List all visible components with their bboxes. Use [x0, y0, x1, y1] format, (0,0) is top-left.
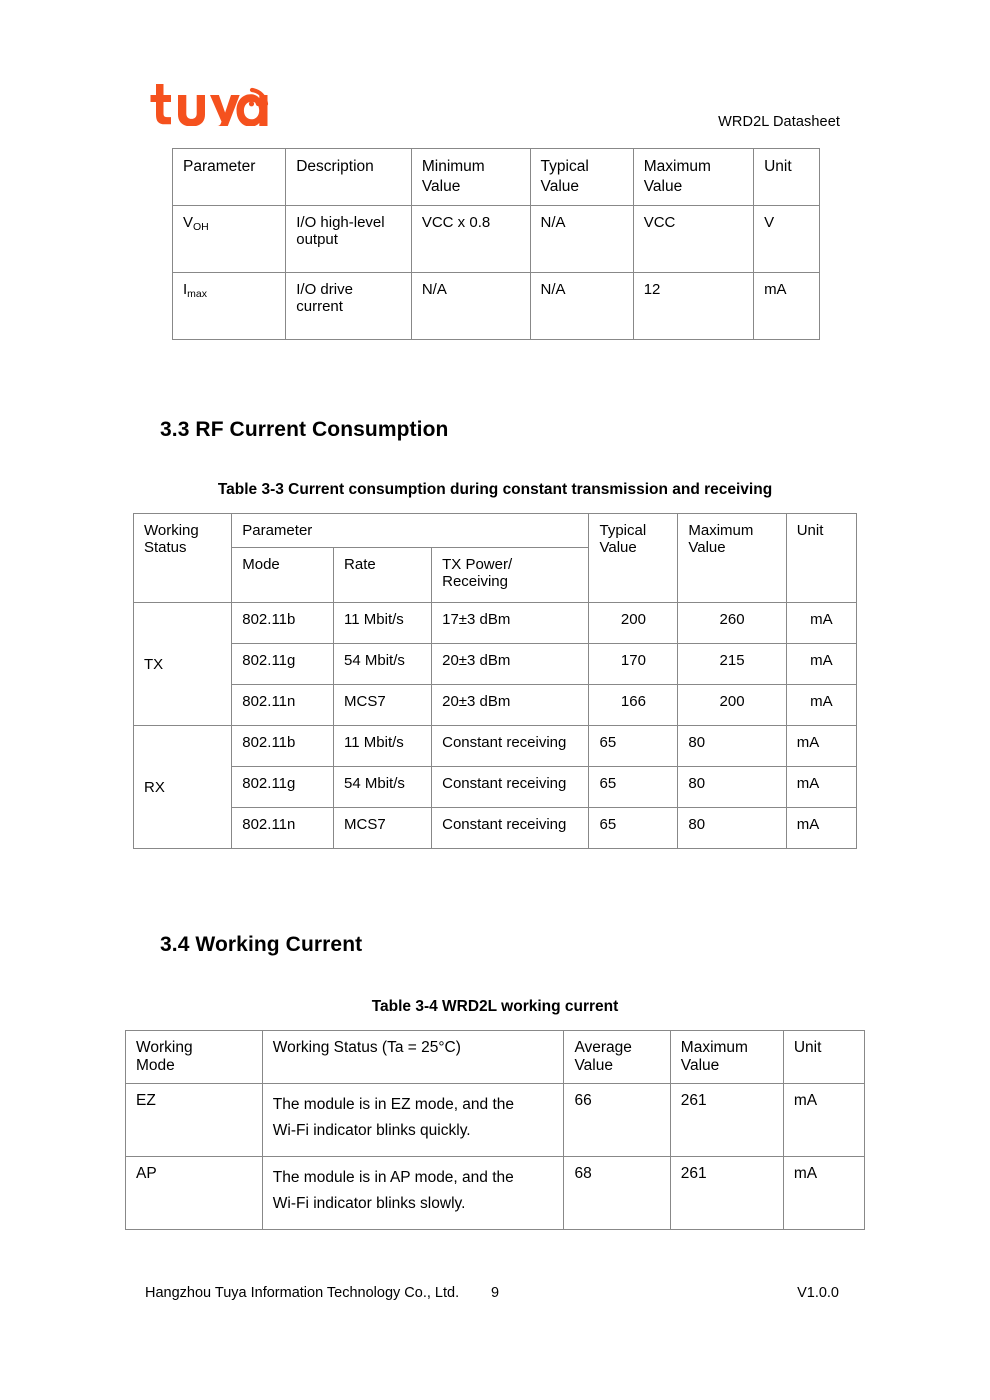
page-footer [145, 1285, 845, 1307]
section-heading-3-4: 3.4 Working Current [160, 933, 363, 956]
cell-maximum: 215 [678, 644, 786, 685]
cell-mode: 802.11n [232, 808, 334, 849]
cell-mode: 802.11g [232, 767, 334, 808]
cell-unit: mA [786, 767, 856, 808]
table-header-row [173, 149, 820, 206]
footer-company: Hangzhou Tuya Information Technology Co., Ltd. [145, 1285, 460, 1301]
cell-tx-power: 20±3 dBm [432, 685, 589, 726]
cell-description: I/O high-level output [286, 206, 412, 273]
cell-average: 66 [564, 1084, 670, 1157]
cell-unit: mA [754, 273, 820, 340]
cell-unit: mA [783, 1157, 864, 1230]
cell-working-mode: EZ [126, 1084, 263, 1157]
cell-typical: 65 [589, 808, 678, 849]
footer-version: V1.0.0 [797, 1285, 839, 1301]
cell-unit: mA [786, 808, 856, 849]
table-row [134, 685, 857, 726]
cell-typical: 65 [589, 767, 678, 808]
col-working-status: Working Status [134, 514, 232, 603]
cell-minimum: N/A [411, 273, 530, 340]
cell-maximum: 260 [678, 603, 786, 644]
cell-maximum: 12 [633, 273, 753, 340]
section-heading-3-3: 3.3 RF Current Consumption [160, 418, 449, 441]
col-maximum-value: Maximum Value [678, 514, 786, 603]
col-description: Description [286, 149, 412, 206]
cell-rate: MCS7 [334, 685, 432, 726]
col-working-status: Working Status (Ta = 25°C) [262, 1031, 564, 1084]
cell-working-status-tx: TX [134, 603, 232, 726]
cell-mode: 802.11g [232, 644, 334, 685]
col-unit: Unit [786, 514, 856, 603]
cell-maximum: 80 [678, 767, 786, 808]
cell-unit: mA [786, 726, 856, 767]
cell-rate: 54 Mbit/s [334, 644, 432, 685]
cell-typical: N/A [530, 273, 633, 340]
cell-unit: V [754, 206, 820, 273]
cell-rate: 11 Mbit/s [334, 603, 432, 644]
table-caption-3-3: Table 3-3 Current consumption during constant transmission and receiving [217, 481, 773, 498]
table-row [134, 603, 857, 644]
cell-mode: 802.11b [232, 726, 334, 767]
col-unit: Unit [754, 149, 820, 206]
header-doc-title: WRD2L Datasheet [718, 114, 840, 130]
cell-unit: mA [786, 603, 856, 644]
cell-rate: 11 Mbit/s [334, 726, 432, 767]
col-mode: Mode [232, 548, 334, 603]
cell-mode: 802.11n [232, 685, 334, 726]
cell-typical: 166 [589, 685, 678, 726]
cell-tx-power: Constant receiving [432, 767, 589, 808]
cell-mode: 802.11b [232, 603, 334, 644]
cell-tx-power: Constant receiving [432, 726, 589, 767]
col-maximum-value: Maximum Value [670, 1031, 783, 1084]
cell-working-mode: AP [126, 1157, 263, 1230]
col-typical-value: Typical Value [530, 149, 633, 206]
cell-typical: 170 [589, 644, 678, 685]
cell-unit: mA [783, 1084, 864, 1157]
table-caption-3-4: Table 3-4 WRD2L working current [371, 998, 619, 1015]
col-rate: Rate [334, 548, 432, 603]
cell-maximum: 261 [670, 1084, 783, 1157]
electrical-characteristics-table [172, 148, 820, 340]
table-row [173, 273, 820, 340]
cell-rate: MCS7 [334, 808, 432, 849]
col-minimum-value: Minimum Value [411, 149, 530, 206]
table-header-row-top [134, 514, 857, 548]
table-row [126, 1084, 865, 1157]
tuya-logo-icon [148, 76, 278, 126]
cell-maximum: 80 [678, 808, 786, 849]
cell-tx-power: 17±3 dBm [432, 603, 589, 644]
cell-maximum: 80 [678, 726, 786, 767]
cell-typical: 65 [589, 726, 678, 767]
table-3-4 [125, 1030, 865, 1230]
col-typical-value: Typical Value [589, 514, 678, 603]
cell-tx-power: 20±3 dBm [432, 644, 589, 685]
cell-typical: N/A [530, 206, 633, 273]
col-parameter: Parameter [173, 149, 286, 206]
cell-working-status: The module is in EZ mode, and the Wi-Fi indicator blinks quickly. [262, 1084, 564, 1157]
col-average-value: Average Value [564, 1031, 670, 1084]
table-row [134, 767, 857, 808]
table-continued [172, 148, 820, 340]
cell-working-status-rx: RX [134, 726, 232, 849]
col-maximum-value: Maximum Value [633, 149, 753, 206]
col-tx-power: TX Power/ Receiving [432, 548, 589, 603]
cell-description: I/O drive current [286, 273, 412, 340]
cell-parameter: $V_{OH}$ [173, 206, 286, 273]
working-current-table [125, 1030, 865, 1230]
cell-rate: 54 Mbit/s [334, 767, 432, 808]
cell-maximum: VCC [633, 206, 753, 273]
cell-parameter: $I_{max}$ [173, 273, 286, 340]
col-unit: Unit [783, 1031, 864, 1084]
cell-typical: 200 [589, 603, 678, 644]
cell-unit: mA [786, 685, 856, 726]
footer-page-number: 9 [490, 1285, 500, 1301]
table-3-3 [133, 513, 857, 849]
table-header-row [126, 1031, 865, 1084]
cell-tx-power: Constant receiving [432, 808, 589, 849]
table-row [173, 206, 820, 273]
col-working-mode: Working Mode [126, 1031, 263, 1084]
cell-maximum: 261 [670, 1157, 783, 1230]
rf-current-consumption-table [133, 513, 857, 849]
cell-average: 68 [564, 1157, 670, 1230]
table-row [134, 726, 857, 767]
page-header [148, 70, 842, 132]
table-row [134, 644, 857, 685]
cell-working-status: The module is in AP mode, and the Wi-Fi indicator blinks slowly. [262, 1157, 564, 1230]
table-row [134, 808, 857, 849]
col-parameter-group: Parameter [232, 514, 589, 548]
cell-minimum: VCC x 0.8 [411, 206, 530, 273]
cell-maximum: 200 [678, 685, 786, 726]
cell-unit: mA [786, 644, 856, 685]
table-row [126, 1157, 865, 1230]
